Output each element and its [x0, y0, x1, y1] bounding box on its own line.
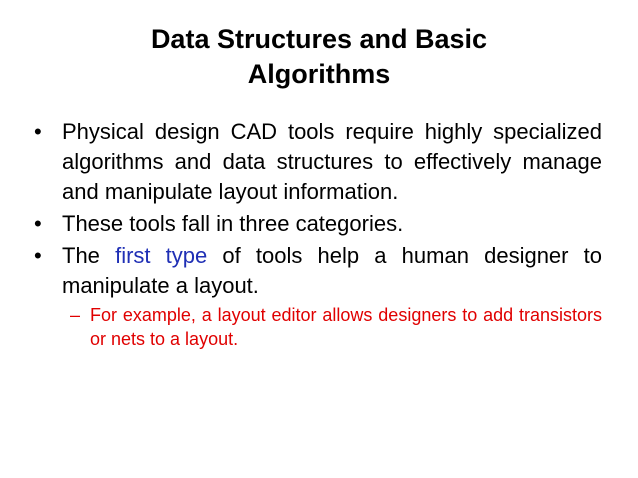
bullet-item — [34, 117, 602, 207]
slide-title-line-1: Data Structures and Basic — [150, 24, 488, 54]
slide-body — [34, 117, 602, 351]
highlighted-term: first type — [115, 243, 208, 268]
sub-bullet-text: For example, a layout editor allows designers to add transistors or nets to a layout. — [90, 305, 602, 349]
bullet-marker: • — [34, 243, 42, 268]
bullet-text-prefix: The — [62, 243, 116, 268]
bullet-text-suffix: of tools help a human designer to manipulate a layout. — [62, 243, 602, 298]
sub-bullet-marker: – — [70, 305, 81, 325]
bullet-text: Physical design CAD tools require highly specialized algorithms and data structures to effectively manage and manipulate layout information. — [62, 119, 602, 204]
bullet-text: These tools fall in three categories. — [62, 211, 404, 236]
sub-bullet-item — [34, 303, 602, 351]
slide-title — [0, 22, 638, 92]
bullet-marker: • — [34, 119, 42, 144]
bullet-marker: • — [34, 211, 42, 236]
bullet-item — [34, 241, 602, 301]
bullet-item — [34, 209, 602, 239]
slide-title-line-2: Algorithms — [247, 59, 391, 89]
